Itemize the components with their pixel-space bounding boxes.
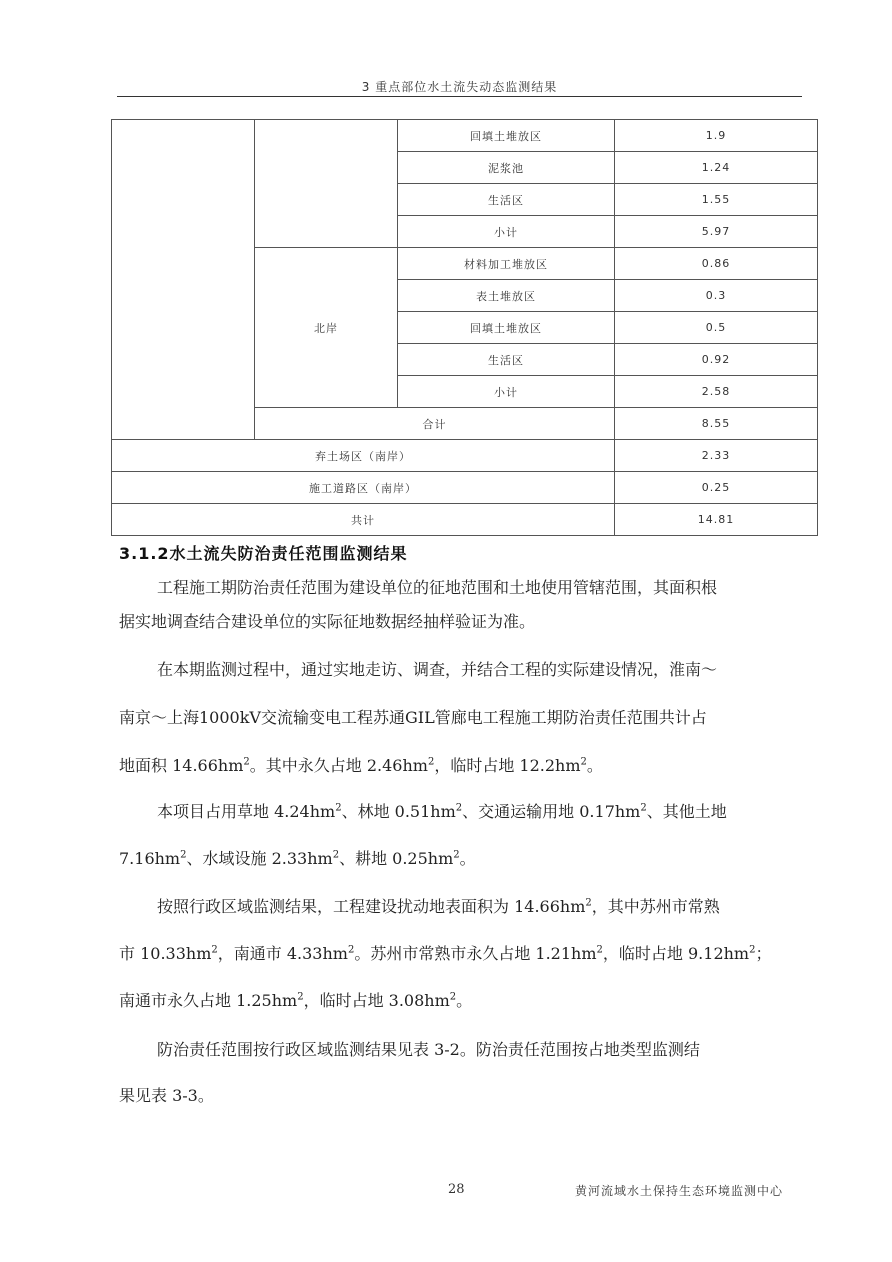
text-run: 、其他土地 (646, 802, 727, 821)
text-run: 。其中永久占地 2.46hm (249, 756, 428, 775)
table-cell-name: 合计 (255, 408, 615, 440)
paragraph-line: 据实地调查结合建设单位的实际征地数据经抽样验证为准。 (119, 612, 536, 631)
paragraph-line (119, 988, 803, 1011)
table-row (112, 440, 818, 472)
table-cell-value: 14.81 (615, 504, 818, 536)
text-run: ，其中苏州市常熟 (591, 897, 720, 916)
table-cell-name: 生活区 (398, 184, 615, 216)
table-row (112, 120, 818, 152)
table-cell-north-label: 北岸 (255, 248, 398, 408)
table-cell-name: 弃土场区（南岸） (112, 440, 615, 472)
table-cell-name: 生活区 (398, 344, 615, 376)
table-cell-value: 0.92 (615, 344, 818, 376)
table-cell-name: 泥浆池 (398, 152, 615, 184)
superscript: 2 (640, 802, 647, 814)
table-cell-value: 0.5 (615, 312, 818, 344)
paragraph-line: 南京～上海1000kV交流输变电工程苏通GIL管廊电工程施工期防治责任范围共计占 (119, 708, 707, 727)
superscript: 2 (180, 849, 187, 861)
paragraph-line: 在本期监测过程中，通过实地走访、调查，并结合工程的实际建设情况，淮南～ (157, 660, 718, 679)
table-cell-name: 施工道路区（南岸） (112, 472, 615, 504)
text-run: 地面积 14.66hm (119, 756, 244, 775)
table-cell-value: 0.25 (615, 472, 818, 504)
text-run: ，临时占地 12.2hm (434, 756, 581, 775)
text-run: ，临时占地 9.12hm (602, 944, 750, 963)
paragraph-line (119, 894, 803, 917)
superscript: 2 (449, 991, 457, 1003)
paragraph-line: 果见表 3-3。 (119, 1086, 214, 1105)
text-run: ； (755, 944, 772, 963)
table-cell-value: 1.9 (615, 120, 818, 152)
superscript: 2 (580, 756, 587, 768)
superscript: 2 (453, 849, 460, 861)
table-cell-name: 材料加工堆放区 (398, 248, 615, 280)
table-cell-name: 回填土堆放区 (398, 120, 615, 152)
table-cell-value: 2.33 (615, 440, 818, 472)
superscript: 2 (585, 897, 592, 909)
paragraph-line: 工程施工期防治责任范围为建设单位的征地范围和土地使用管辖范围，其面积根 (157, 578, 718, 597)
text-run: 、交通运输用地 0.17hm (462, 802, 641, 821)
table-cell-name: 小计 (398, 376, 615, 408)
table-row (112, 472, 818, 504)
text-run: 。 (456, 991, 473, 1010)
text-run: 7.16hm (119, 849, 181, 868)
superscript: 2 (596, 944, 603, 956)
text-run: 本项目占用草地 4.24hm (157, 802, 336, 821)
text-run: ，南通市 4.33hm (217, 944, 348, 963)
paragraph-line (119, 846, 803, 869)
paragraph-line (119, 799, 803, 822)
table-cell-value: 0.86 (615, 248, 818, 280)
page-number: 28 (448, 1182, 465, 1197)
table-cell-name: 回填土堆放区 (398, 312, 615, 344)
area-table (111, 119, 818, 536)
table-cell-empty (112, 120, 255, 440)
superscript: 2 (427, 756, 435, 768)
table-cell-value: 5.97 (615, 216, 818, 248)
table-cell-name: 共计 (112, 504, 615, 536)
text-run: ，临时占地 3.08hm (303, 991, 450, 1010)
footer-org: 黄河流域水土保持生态环境监测中心 (575, 1184, 784, 1198)
superscript: 2 (243, 756, 250, 768)
superscript: 2 (749, 944, 756, 956)
superscript: 2 (332, 849, 340, 861)
text-run: 。 (586, 756, 603, 775)
table-cell-value: 8.55 (615, 408, 818, 440)
paragraph-line (119, 753, 803, 776)
text-run: 。苏州市常熟市永久占地 1.21hm (354, 944, 597, 963)
superscript: 2 (211, 944, 218, 956)
text-run: 市 10.33hm (119, 944, 212, 963)
table-row (112, 504, 818, 536)
page-header: 3 重点部位水土流失动态监测结果 (361, 80, 558, 94)
paragraph-line: 防治责任范围按行政区域监测结果见表 3-2。防治责任范围按占地类型监测结 (157, 1040, 700, 1059)
text-run: 。 (459, 849, 476, 868)
table-cell-value: 2.58 (615, 376, 818, 408)
table-cell-name: 小计 (398, 216, 615, 248)
text-run: 、林地 0.51hm (341, 802, 456, 821)
table-cell-value: 1.24 (615, 152, 818, 184)
superscript: 2 (335, 802, 342, 814)
table-cell-value: 1.55 (615, 184, 818, 216)
table-cell-south-label (255, 120, 398, 248)
text-run: 南通市永久占地 1.25hm (119, 991, 298, 1010)
superscript: 2 (347, 944, 355, 956)
table-cell-name: 表土堆放区 (398, 280, 615, 312)
paragraph-line (119, 941, 803, 964)
table-cell-value: 0.3 (615, 280, 818, 312)
text-run: 、耕地 0.25hm (339, 849, 454, 868)
text-run: 按照行政区域监测结果，工程建设扰动地表面积为 14.66hm (157, 897, 586, 916)
superscript: 2 (455, 802, 463, 814)
superscript: 2 (297, 991, 304, 1003)
section-title: 3.1.2水土流失防治责任范围监测结果 (119, 544, 408, 563)
text-run: 、水域设施 2.33hm (186, 849, 333, 868)
header-rule (117, 96, 802, 97)
